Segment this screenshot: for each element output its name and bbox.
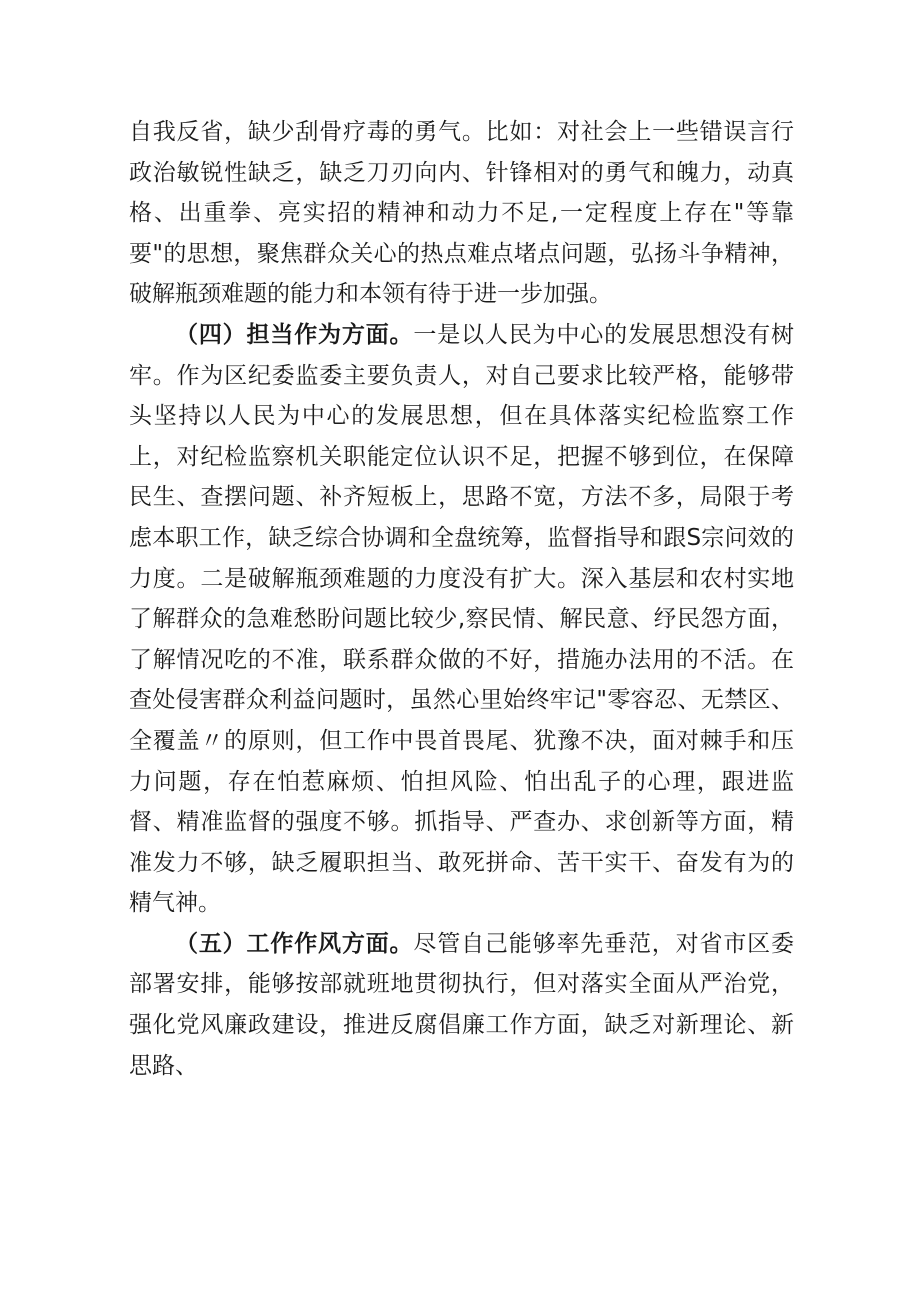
document-body [129, 112, 794, 1086]
paragraph-1-text: 自我反省，缺少刮骨疗毒的勇气。比如：对社会上一些错误言行政治敏锐性缺乏，缺乏刀刃向内、针锋相对的勇气和魄力，动真格、出重拳、亮实招的精神和动力不足,一定程度上存在"等靠要"的思想，聚焦群众关心的热点难点堵点问题，弘扬斗争精神，破解瓶颈难题的能力和本领有待于进一步加强。 [129, 119, 794, 308]
paragraph-2 [129, 315, 794, 924]
paragraph-2-text: 一是以人民为中心的发展思想没有树牢。作为区纪委监委主要负责人，对自己要求比较严格，能够带头坚持以人民为中心的发展思想，但在具体落实纪检监察工作上，对纪检监察机关职能定位认识不足，把握不够到位，在保障民生、查摆问题、补齐短板上，思路不宽，方法不多，局限于考虑本职工作，缺乏综合协调和全盘统筹，监督指导和跟S宗问效的力度。二是破解瓶颈难题的力度没有扩大。深入基层和农村实地了解群众的急难愁盼问题比较少,察民情、解民意、纾民怨方面，了解情况吃的不准，联系群众做的不好，措施办法用的不活。在查处侵害群众利益问题时，虽然心里始终牢记"零容忍、无禁区、全覆盖〃的原则，但工作中畏首畏尾、犹豫不决，面对棘手和压力问题，存在怕惹麻烦、怕担风险、怕出乱子的心理，跟进监督、精准监督的强度不够。抓指导、严查办、求创新等方面，精准发力不够，缺乏履职担当、敢死拼命、苦干实干、奋发有为的精气神。 [129, 321, 795, 917]
paragraph-1 [129, 112, 794, 315]
paragraph-3 [129, 924, 794, 1086]
section-heading-4: （四）担当作为方面。 [175, 321, 414, 348]
paragraph-3-text: 尽管自己能够率先垂范，对省市区委部署安排，能够按部就班地贯彻执行，但对落实全面从严治党，强化党风廉政建设，推进反腐倡廉工作方面，缺乏对新理论、新思路、 [129, 930, 795, 1079]
section-heading-5: （五）工作作风方面。 [175, 930, 414, 957]
